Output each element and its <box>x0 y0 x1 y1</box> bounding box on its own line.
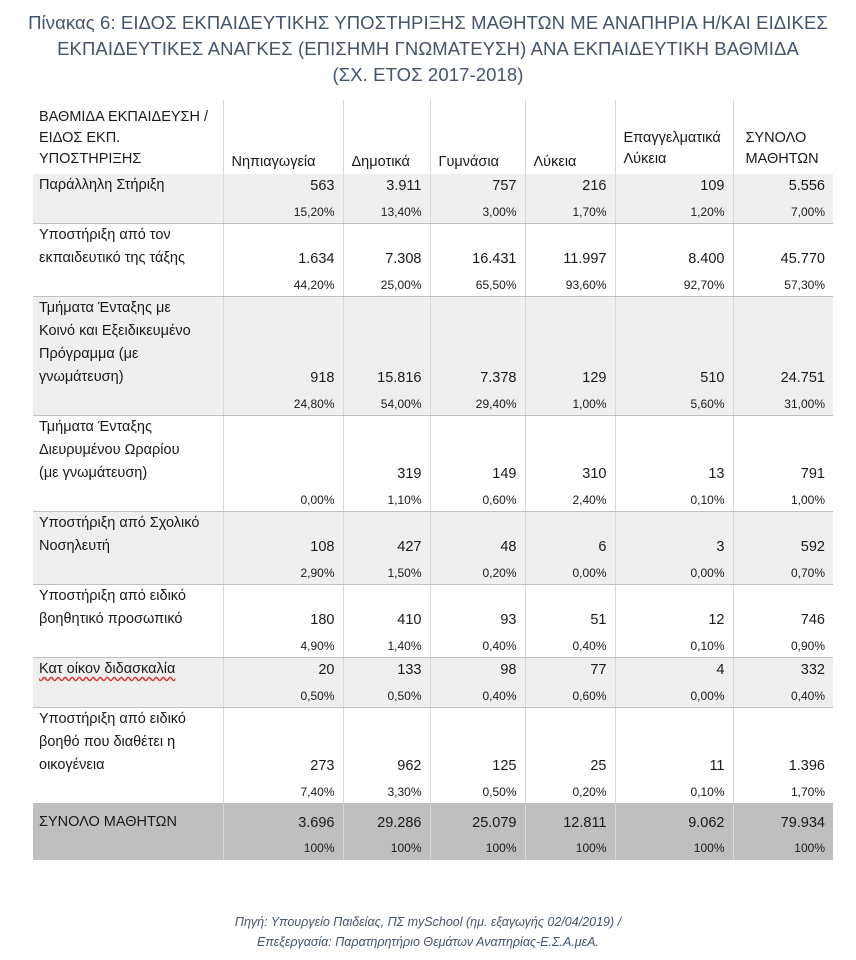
row-value: 51 <box>525 585 615 635</box>
total-value: 9.062 <box>615 804 733 837</box>
total-percent: 100% <box>615 836 733 860</box>
header-col-kindergarten: Νηπιαγωγεία <box>223 100 343 174</box>
total-label-empty <box>33 836 223 860</box>
header-col-primary: Δημοτικά <box>343 100 430 174</box>
row-value: 7.378 <box>430 297 525 393</box>
row-label-line: Κατ οίκον διδασκαλία <box>39 661 176 677</box>
table-title <box>0 10 856 88</box>
row-percent: 0,10% <box>615 488 733 512</box>
total-row-percent <box>33 836 833 860</box>
row-value: 129 <box>525 297 615 393</box>
row-label-line: Υποστήριξη από ειδικό <box>39 588 186 604</box>
total-value: 3.696 <box>223 804 343 837</box>
row-percent: 1,40% <box>343 634 430 658</box>
row-label-line: (με γνωμάτευση) <box>39 465 148 481</box>
row-value: 11 <box>615 708 733 781</box>
row-value: 6 <box>525 512 615 562</box>
row-value: 3.911 <box>343 174 430 200</box>
row-value: 16.431 <box>430 224 525 274</box>
row-percent: 0,50% <box>343 684 430 708</box>
header-label-line: ΕΙΔΟΣ ΕΚΠ. <box>39 130 121 146</box>
row-label <box>33 174 223 200</box>
header-row <box>33 100 833 174</box>
row-percent: 93,60% <box>525 273 615 297</box>
row-percent: 0,50% <box>223 684 343 708</box>
row-percent: 13,40% <box>343 200 430 224</box>
row-percent: 92,70% <box>615 273 733 297</box>
row-percent: 3,30% <box>343 780 430 804</box>
header-col-line: ΣΥΝΟΛΟ <box>745 130 807 146</box>
row-percent: 1,00% <box>525 392 615 416</box>
row-value: 7.308 <box>343 224 430 274</box>
table-row <box>33 297 833 393</box>
table-row <box>33 174 833 200</box>
row-percent: 0,10% <box>615 780 733 804</box>
row-label-line: Υποστήριξη από ειδικό <box>39 711 186 727</box>
row-value: 3 <box>615 512 733 562</box>
row-label-line: Παράλληλη Στήριξη <box>39 177 165 193</box>
row-value: 5.556 <box>733 174 833 200</box>
table-row <box>33 658 833 685</box>
row-value: 4 <box>615 658 733 685</box>
row-percent: 0,60% <box>430 488 525 512</box>
table-row-percent <box>33 488 833 512</box>
support-type-table <box>33 100 833 860</box>
row-value: 15.816 <box>343 297 430 393</box>
row-value: 319 <box>343 416 430 489</box>
row-value: 24.751 <box>733 297 833 393</box>
row-value: 757 <box>430 174 525 200</box>
row-label <box>33 585 223 635</box>
row-label-empty <box>33 488 223 512</box>
row-value: 109 <box>615 174 733 200</box>
row-value: 149 <box>430 416 525 489</box>
row-value: 962 <box>343 708 430 781</box>
row-percent: 0,00% <box>223 488 343 512</box>
row-label <box>33 512 223 562</box>
header-col-line: Λύκεια <box>623 151 667 167</box>
title-line-3: (ΣΧ. ΕΤΟΣ 2017-2018) <box>332 64 524 85</box>
row-percent: 31,00% <box>733 392 833 416</box>
row-value: 180 <box>223 585 343 635</box>
header-col-gymnasium: Γυμνάσια <box>430 100 525 174</box>
row-percent: 2,40% <box>525 488 615 512</box>
row-value: 216 <box>525 174 615 200</box>
table-row-percent <box>33 684 833 708</box>
row-percent: 0,40% <box>430 634 525 658</box>
row-value: 77 <box>525 658 615 685</box>
row-percent: 1,70% <box>525 200 615 224</box>
row-percent: 15,20% <box>223 200 343 224</box>
row-label-line: Υποστήριξη από τον <box>39 227 171 243</box>
total-value: 12.811 <box>525 804 615 837</box>
row-label <box>33 297 223 393</box>
header-col-line: ΜΑΘΗΤΩΝ <box>745 151 819 167</box>
row-label-line: βοηθό που διαθέτει η <box>39 734 176 750</box>
header-col-total <box>733 100 833 174</box>
row-label-line: βοηθητικό προσωπικό <box>39 611 183 627</box>
row-value: 1.634 <box>223 224 343 274</box>
row-percent: 0,10% <box>615 634 733 658</box>
row-label <box>33 708 223 781</box>
row-percent: 5,60% <box>615 392 733 416</box>
row-value: 310 <box>525 416 615 489</box>
row-label-empty <box>33 561 223 585</box>
row-label-line: Διευρυμένου Ωραρίου <box>39 442 180 458</box>
row-percent: 1,10% <box>343 488 430 512</box>
row-percent: 0,40% <box>733 684 833 708</box>
total-percent: 100% <box>430 836 525 860</box>
table-row-percent <box>33 780 833 804</box>
source-line-1-text: Πηγή: Υπουργείο Παιδείας, ΠΣ mySchool (ημ. εξαγωγής 02/04/2019) / <box>234 915 622 929</box>
row-label-line: Τμήματα Ένταξης με <box>39 300 171 316</box>
row-label-line: οικογένεια <box>39 757 105 773</box>
row-percent: 29,40% <box>430 392 525 416</box>
row-value: 332 <box>733 658 833 685</box>
table-row <box>33 708 833 781</box>
row-percent: 54,00% <box>343 392 430 416</box>
header-label-line: ΥΠΟΣΤΗΡΙΞΗΣ <box>39 151 142 167</box>
row-percent: 0,20% <box>430 561 525 585</box>
title-line-2: ΕΚΠΑΙΔΕΥΤΙΚΕΣ ΑΝΑΓΚΕΣ (ΕΠΙΣΗΜΗ ΓΝΩΜΑΤΕΥΣΗ) ΑΝΑ ΕΚΠΑΙΔΕΥΤΙΚΗ ΒΑΘΜΙΔΑ <box>57 38 799 59</box>
total-percent: 100% <box>525 836 615 860</box>
row-percent: 65,50% <box>430 273 525 297</box>
row-label <box>33 658 223 685</box>
title-line-1: Πίνακας 6: ΕΙΔΟΣ ΕΚΠΑΙΔΕΥΤΙΚΗΣ ΥΠΟΣΤΗΡΙΞΗΣ ΜΑΘΗΤΩΝ ΜΕ ΑΝΑΠΗΡΙΑ Η/ΚΑΙ ΕΙΔΙΚΕΣ <box>28 12 828 33</box>
row-label-line: Πρόγραμμα (με <box>39 346 139 362</box>
row-label-line: Υποστήριξη από Σχολικό <box>39 515 200 531</box>
row-value: 410 <box>343 585 430 635</box>
row-value: 1.396 <box>733 708 833 781</box>
row-value: 791 <box>733 416 833 489</box>
row-label-empty <box>33 634 223 658</box>
header-col-line: Επαγγελματικά <box>623 130 721 146</box>
row-label-empty <box>33 200 223 224</box>
table-row-percent <box>33 273 833 297</box>
header-label-line: ΒΑΘΜΙΔΑ ΕΚΠΑΙΔΕΥΣΗ / <box>39 109 209 125</box>
total-label: ΣΥΝΟΛΟ ΜΑΘΗΤΩΝ <box>33 804 223 837</box>
row-percent: 25,00% <box>343 273 430 297</box>
table-row <box>33 224 833 274</box>
row-value: 746 <box>733 585 833 635</box>
row-percent: 0,00% <box>615 561 733 585</box>
row-value: 93 <box>430 585 525 635</box>
row-percent: 3,00% <box>430 200 525 224</box>
row-value: 273 <box>223 708 343 781</box>
row-label <box>33 224 223 274</box>
row-percent: 1,50% <box>343 561 430 585</box>
row-value <box>223 416 343 489</box>
row-label-empty <box>33 684 223 708</box>
row-value: 563 <box>223 174 343 200</box>
row-value: 20 <box>223 658 343 685</box>
table-row <box>33 585 833 635</box>
table-row-percent <box>33 634 833 658</box>
row-value: 12 <box>615 585 733 635</box>
total-row <box>33 804 833 837</box>
row-percent: 0,50% <box>430 780 525 804</box>
row-percent: 7,40% <box>223 780 343 804</box>
table-row <box>33 416 833 489</box>
row-label-line: Τμήματα Ένταξης <box>39 419 152 435</box>
total-percent: 100% <box>733 836 833 860</box>
row-percent: 0,00% <box>525 561 615 585</box>
row-percent: 44,20% <box>223 273 343 297</box>
row-value: 13 <box>615 416 733 489</box>
row-value: 918 <box>223 297 343 393</box>
row-percent: 0,20% <box>525 780 615 804</box>
row-label-empty <box>33 273 223 297</box>
row-value: 48 <box>430 512 525 562</box>
total-value: 79.934 <box>733 804 833 837</box>
total-percent: 100% <box>343 836 430 860</box>
row-value: 510 <box>615 297 733 393</box>
row-percent: 4,90% <box>223 634 343 658</box>
row-percent: 0,40% <box>430 684 525 708</box>
row-percent: 0,60% <box>525 684 615 708</box>
row-value: 427 <box>343 512 430 562</box>
row-value: 133 <box>343 658 430 685</box>
total-value: 29.286 <box>343 804 430 837</box>
row-percent: 1,70% <box>733 780 833 804</box>
row-percent: 7,00% <box>733 200 833 224</box>
row-label-line: εκπαιδευτικό της τάξης <box>39 250 185 266</box>
row-label <box>33 416 223 489</box>
table-row-percent <box>33 392 833 416</box>
table-row-percent <box>33 200 833 224</box>
row-label-line: Κοινό και Εξειδικευμένο <box>39 323 191 339</box>
row-value: 25 <box>525 708 615 781</box>
row-label-line: γνωμάτευση) <box>39 369 124 385</box>
row-percent: 24,80% <box>223 392 343 416</box>
source-line-1 <box>0 912 856 932</box>
row-label-line: Νοσηλευτή <box>39 538 110 554</box>
row-value: 11.997 <box>525 224 615 274</box>
row-percent: 0,40% <box>525 634 615 658</box>
table-row-percent <box>33 561 833 585</box>
row-percent: 0,00% <box>615 684 733 708</box>
row-value: 592 <box>733 512 833 562</box>
row-percent: 2,90% <box>223 561 343 585</box>
row-percent: 0,90% <box>733 634 833 658</box>
header-col-lyceum: Λύκεια <box>525 100 615 174</box>
row-percent: 57,30% <box>733 273 833 297</box>
row-label-empty <box>33 392 223 416</box>
row-value: 8.400 <box>615 224 733 274</box>
row-label-empty <box>33 780 223 804</box>
source-line-2: Επεξεργασία: Παρατηρητήριο Θεμάτων Αναπηρίας-Ε.Σ.Α.μεΑ. <box>257 935 599 949</box>
row-value: 108 <box>223 512 343 562</box>
total-percent: 100% <box>223 836 343 860</box>
source-note <box>0 912 856 952</box>
row-percent: 1,20% <box>615 200 733 224</box>
header-col-vocational-lyceum <box>615 100 733 174</box>
row-percent: 1,00% <box>733 488 833 512</box>
total-value: 25.079 <box>430 804 525 837</box>
row-value: 125 <box>430 708 525 781</box>
row-percent: 0,70% <box>733 561 833 585</box>
row-value: 45.770 <box>733 224 833 274</box>
table-row <box>33 512 833 562</box>
row-value: 98 <box>430 658 525 685</box>
header-label <box>33 100 223 174</box>
